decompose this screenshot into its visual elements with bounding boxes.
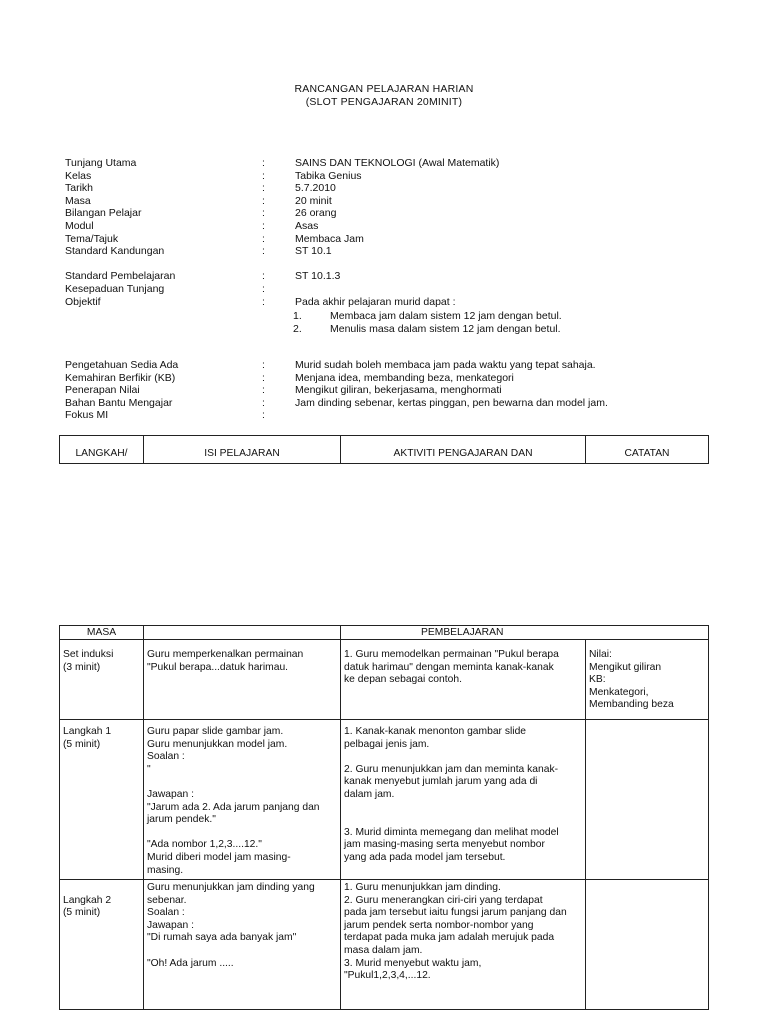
- cell-line: jam masing-masing serta menyebut nombor: [344, 839, 545, 851]
- table-header-row: [60, 626, 709, 640]
- info-key: Fokus MI: [65, 409, 109, 422]
- info-colon: :: [262, 371, 265, 384]
- info-colon: :: [262, 207, 265, 220]
- col-isi-pelajaran: ISI PELAJARAN: [144, 436, 341, 464]
- row-catatan: [586, 720, 709, 880]
- cell-line: Soalan :: [147, 751, 185, 763]
- cell-line: Nilai:: [589, 649, 612, 660]
- col-langkah: LANGKAH/: [60, 436, 144, 464]
- info-value: Pada akhir pelajaran murid dapat :: [295, 295, 456, 308]
- cell-line: Murid diberi model jam masing-: [147, 851, 291, 863]
- info-key: Standard Pembelajaran: [65, 270, 176, 283]
- info-value: Murid sudah boleh membaca jam pada waktu yang tepat sahaja.: [295, 359, 596, 371]
- col-aktiviti: AKTIVITI PENGAJARAN DAN: [341, 436, 586, 464]
- cell-line: [63, 882, 140, 895]
- table-row: [60, 880, 709, 1010]
- info-value: Menjana idea, membanding beza, menkategori: [295, 371, 514, 384]
- cell-line: 1. Kanak-kanak menonton gambar slide: [344, 726, 527, 737]
- cell-line: Mengikut giliran: [589, 661, 662, 673]
- info-value: Membaca Jam: [295, 232, 364, 245]
- info-key: Bilangan Pelajar: [65, 207, 142, 220]
- row-masa: [60, 880, 144, 1010]
- info-key: Tarikh: [65, 182, 94, 195]
- info-value: ST 10.1.3: [295, 270, 341, 283]
- lesson-steps-table: [59, 625, 709, 1010]
- cell-line: Menkategori,: [589, 686, 649, 698]
- info-colon: :: [262, 157, 265, 169]
- cell-line: [344, 814, 582, 827]
- info-key: Penerapan Nilai: [65, 384, 140, 397]
- info-value: ST 10.1: [295, 245, 332, 258]
- cell-line: terdapat pada muka jam adalah merujuk pada: [344, 932, 555, 944]
- info-key: Pengetahuan Sedia Ada: [65, 359, 179, 371]
- info-key: Tema/Tajuk: [65, 232, 119, 245]
- info-value: Mengikut giliran, bekerjasama, menghormati: [295, 384, 502, 397]
- row-isi: [144, 640, 341, 720]
- info-key: Standard Kandungan: [65, 245, 165, 258]
- cell-line: [344, 802, 582, 815]
- table-row: [60, 436, 709, 464]
- info-colon: :: [262, 232, 265, 245]
- info-colon: :: [262, 182, 265, 195]
- cell-line: (5 minit): [63, 907, 101, 919]
- cell-line: Guru menunjukkan jam dinding yang: [147, 882, 315, 893]
- cell-line: jarum pendek.": [147, 814, 216, 826]
- info-value: Asas: [295, 219, 319, 232]
- row-aktiviti: [341, 640, 586, 720]
- info-value: 26 orang: [295, 207, 337, 220]
- objective-number: 1.: [293, 310, 302, 322]
- info-colon: :: [262, 396, 265, 409]
- header-empty: [144, 626, 341, 640]
- row-isi: [144, 880, 341, 1010]
- info-value: Tabika Genius: [295, 169, 362, 182]
- cell-line: jarum pendek serta nombor-nombor yang: [344, 919, 534, 931]
- info-colon: :: [262, 295, 265, 308]
- cell-line: Set induksi: [63, 649, 114, 660]
- objective-text: Menulis masa dalam sistem 12 jam dengan betul.: [330, 322, 561, 335]
- cell-line: Jawapan :: [147, 788, 194, 800]
- table-row: [60, 720, 709, 880]
- objective-text: Membaca jam dalam sistem 12 jam dengan betul.: [330, 310, 562, 322]
- title-line-1: RANCANGAN PELAJARAN HARIAN: [294, 83, 474, 95]
- info-colon: :: [262, 282, 265, 295]
- info-colon: :: [262, 219, 265, 232]
- cell-line: 1. Guru memodelkan permainan "Pukul berapa: [344, 649, 559, 660]
- row-catatan: [586, 880, 709, 1010]
- info-key: Modul: [65, 219, 94, 232]
- row-masa: [60, 640, 144, 720]
- cell-line: (5 minit): [63, 738, 101, 750]
- cell-line: "Pukul berapa...datuk harimau.: [147, 661, 289, 673]
- info-key: Bahan Bantu Mengajar: [65, 396, 173, 409]
- cell-line: 2. Guru menunjukkan jam dan meminta kanak-: [344, 763, 559, 775]
- info-colon: :: [262, 169, 265, 182]
- cell-line: Langkah 2: [63, 894, 112, 906]
- info-colon: :: [262, 270, 265, 283]
- info-value: 5.7.2010: [295, 182, 336, 195]
- cell-line: 3. Murid diminta memegang dan melihat model: [344, 826, 559, 838]
- info-key: Tunjang Utama: [65, 157, 137, 169]
- cell-line: dalam jam.: [344, 788, 395, 800]
- info-value: 20 minit: [295, 194, 332, 207]
- info-key: Kemahiran Berfikir (KB): [65, 371, 176, 384]
- info-key: Kesepaduan Tunjang: [65, 282, 165, 295]
- row-masa: [60, 720, 144, 880]
- cell-line: [147, 776, 337, 789]
- cell-line: pelbagai jenis jam.: [344, 738, 430, 750]
- table-row: [60, 640, 709, 720]
- cell-line: datuk harimau" dengan meminta kanak-kanak: [344, 661, 554, 673]
- info-colon: :: [262, 359, 265, 371]
- info-colon: :: [262, 194, 265, 207]
- cell-line: [147, 945, 337, 958]
- cell-line: Langkah 1: [63, 726, 112, 737]
- cell-line: "Oh! Ada jarum .....: [147, 957, 234, 969]
- cell-line: "Ada nombor 1,2,3....12.": [147, 839, 262, 851]
- cell-line: Guru menunjukkan model jam.: [147, 738, 288, 750]
- col-catatan: CATATAN: [586, 436, 709, 464]
- info-colon: :: [262, 384, 265, 397]
- row-aktiviti: [341, 720, 586, 880]
- objective-number: 2.: [293, 322, 302, 335]
- cell-line: yang ada pada model jam tersebut.: [344, 851, 506, 863]
- info-key: Masa: [65, 194, 91, 207]
- title-line-2: (SLOT PENGAJARAN 20MINIT): [305, 96, 463, 108]
- cell-line: kanak menyebut jumlah jarum yang ada di: [344, 776, 538, 788]
- cell-line: Guru papar slide gambar jam.: [147, 726, 284, 737]
- cell-line: Membanding beza: [589, 699, 674, 711]
- cell-line: Soalan :: [147, 907, 185, 919]
- cell-line: [147, 827, 337, 840]
- info-key: Objektif: [65, 295, 101, 308]
- row-catatan: [586, 640, 709, 720]
- cell-line: "Pukul1,2,3,4,...12.: [344, 970, 431, 982]
- info-value: Jam dinding sebenar, kertas pinggan, pen bewarna dan model jam.: [295, 396, 608, 409]
- info-colon: :: [262, 409, 265, 422]
- cell-line: [344, 751, 582, 764]
- cell-line: Guru memperkenalkan permainan: [147, 649, 304, 660]
- cell-line: "Jarum ada 2. Ada jarum panjang dan: [147, 801, 320, 813]
- info-key: Kelas: [65, 169, 92, 182]
- lesson-header-table: [59, 435, 709, 464]
- cell-line: "Di rumah saya ada banyak jam": [147, 932, 297, 944]
- cell-line: ke depan sebagai contoh.: [344, 674, 462, 686]
- cell-line: masa dalam jam.: [344, 944, 423, 956]
- header-masa: MASA: [60, 626, 144, 640]
- document-title: [0, 83, 768, 109]
- cell-line: 1. Guru menunjukkan jam dinding.: [344, 882, 501, 893]
- info-colon: :: [262, 245, 265, 258]
- info-value: SAINS DAN TEKNOLOGI (Awal Matematik): [295, 157, 500, 169]
- row-aktiviti: [341, 880, 586, 1010]
- cell-line: 3. Murid menyebut waktu jam,: [344, 957, 482, 969]
- cell-line: pada jam tersebut iaitu fungsi jarum panjang dan: [344, 907, 567, 919]
- cell-line: (3 minit): [63, 661, 101, 673]
- cell-line: KB:: [589, 674, 606, 686]
- row-isi: [144, 720, 341, 880]
- cell-line: sebenar.: [147, 894, 187, 906]
- cell-line: masing.: [147, 864, 184, 876]
- header-pembelajaran: PEMBELAJARAN: [341, 626, 709, 640]
- cell-line: 2. Guru menerangkan ciri-ciri yang terdapat: [344, 894, 543, 906]
- cell-line: ": [147, 763, 151, 775]
- cell-line: Jawapan :: [147, 919, 194, 931]
